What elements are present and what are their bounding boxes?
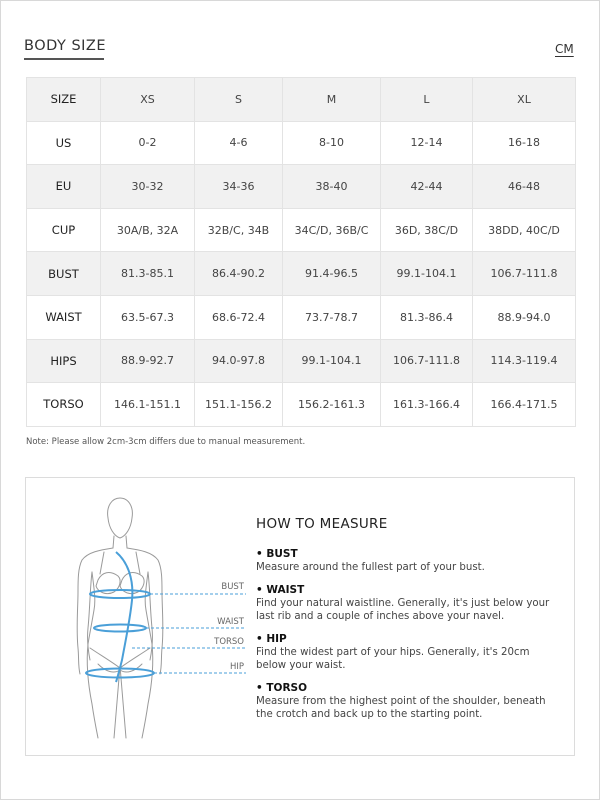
table-cell: 146.1-151.1 <box>101 383 195 427</box>
measure-item-hip <box>256 633 561 672</box>
measure-item-title: • BUST <box>256 548 298 560</box>
table-cell: 32B/C, 34B <box>195 208 283 252</box>
table-row <box>27 295 576 339</box>
table-cell: 4-6 <box>195 121 283 165</box>
table-cell: S <box>195 78 283 122</box>
table-cell: 156.2-161.3 <box>283 383 381 427</box>
table-cell: 106.7-111.8 <box>473 252 576 296</box>
size-chart-table <box>26 77 576 427</box>
unit-toggle-cm[interactable]: CM <box>555 42 574 56</box>
table-cell: 151.1-156.2 <box>195 383 283 427</box>
table-cell: 30A/B, 32A <box>101 208 195 252</box>
table-cell: 81.3-85.1 <box>101 252 195 296</box>
table-cell: 42-44 <box>381 165 473 209</box>
table-cell: 34-36 <box>195 165 283 209</box>
table-cell: 63.5-67.3 <box>101 295 195 339</box>
waist-line <box>94 625 146 632</box>
body-figure-illustration <box>36 488 256 748</box>
measurement-note: Note: Please allow 2cm-3cm differs due to manual measurement. <box>26 437 306 447</box>
table-cell: 81.3-86.4 <box>381 295 473 339</box>
table-row <box>27 165 576 209</box>
table-cell: 8-10 <box>283 121 381 165</box>
table-cell: 38DD, 40C/D <box>473 208 576 252</box>
table-cell: 106.7-111.8 <box>381 339 473 383</box>
row-header: BUST <box>27 252 101 296</box>
leader-lines <box>132 594 246 673</box>
table-cell: 38-40 <box>283 165 381 209</box>
measure-item-desc: Measure from the highest point of the shoulder, beneath the crotch and back up to the starting point. <box>256 696 546 720</box>
body-outline <box>77 498 163 738</box>
table-cell: 73.7-78.7 <box>283 295 381 339</box>
how-to-measure-text <box>256 516 561 731</box>
table-cell: 34C/D, 36B/C <box>283 208 381 252</box>
table-row <box>27 121 576 165</box>
table-cell: 16-18 <box>473 121 576 165</box>
title-underline <box>24 58 104 60</box>
table-cell: 68.6-72.4 <box>195 295 283 339</box>
table-cell: M <box>283 78 381 122</box>
table-row <box>27 78 576 122</box>
table-cell: 99.1-104.1 <box>283 339 381 383</box>
measure-item-title: • TORSO <box>256 682 308 694</box>
row-header: HIPS <box>27 339 101 383</box>
figure-label-torso: TORSO <box>214 637 244 647</box>
row-header: WAIST <box>27 295 101 339</box>
table-cell: 114.3-119.4 <box>473 339 576 383</box>
table-cell: 166.4-171.5 <box>473 383 576 427</box>
measure-item-torso <box>256 682 561 721</box>
row-header: US <box>27 121 101 165</box>
row-header: EU <box>27 165 101 209</box>
table-cell: 161.3-166.4 <box>381 383 473 427</box>
table-cell: 94.0-97.8 <box>195 339 283 383</box>
table-row <box>27 208 576 252</box>
figure-label-hip: HIP <box>229 662 244 672</box>
table-cell: 99.1-104.1 <box>381 252 473 296</box>
row-header: TORSO <box>27 383 101 427</box>
table-cell: XL <box>473 78 576 122</box>
how-to-measure-panel <box>25 477 575 756</box>
measure-item-bust <box>256 548 561 574</box>
table-cell: 86.4-90.2 <box>195 252 283 296</box>
table-cell: 30-32 <box>101 165 195 209</box>
row-header: CUP <box>27 208 101 252</box>
measure-item-desc: Find the widest part of your hips. Generally, it's 20cm below your waist. <box>256 647 530 671</box>
figure-label-bust: BUST <box>221 582 244 592</box>
table-cell: L <box>381 78 473 122</box>
page-title: BODY SIZE <box>24 38 107 54</box>
bust-line <box>90 590 150 598</box>
measure-item-desc: Find your natural waistline. Generally, it's just below your last rib and a couple of inches above your navel. <box>256 598 550 622</box>
measure-item-waist <box>256 584 561 623</box>
measurement-lines <box>86 552 154 682</box>
figure-label-waist: WAIST <box>217 617 244 627</box>
measure-item-title: • WAIST <box>256 584 305 596</box>
table-cell: 36D, 38C/D <box>381 208 473 252</box>
table-cell: 88.9-92.7 <box>101 339 195 383</box>
table-cell: 0-2 <box>101 121 195 165</box>
table-cell: 88.9-94.0 <box>473 295 576 339</box>
table-cell: 46-48 <box>473 165 576 209</box>
table-cell: 12-14 <box>381 121 473 165</box>
row-header: SIZE <box>27 78 101 122</box>
table-cell: XS <box>101 78 195 122</box>
measure-item-desc: Measure around the fullest part of your bust. <box>256 562 485 573</box>
table-row <box>27 252 576 296</box>
how-to-measure-title: HOW TO MEASURE <box>256 516 388 532</box>
torso-line <box>116 552 132 682</box>
measure-item-title: • HIP <box>256 633 287 645</box>
table-row <box>27 339 576 383</box>
table-cell: 91.4-96.5 <box>283 252 381 296</box>
table-row <box>27 383 576 427</box>
